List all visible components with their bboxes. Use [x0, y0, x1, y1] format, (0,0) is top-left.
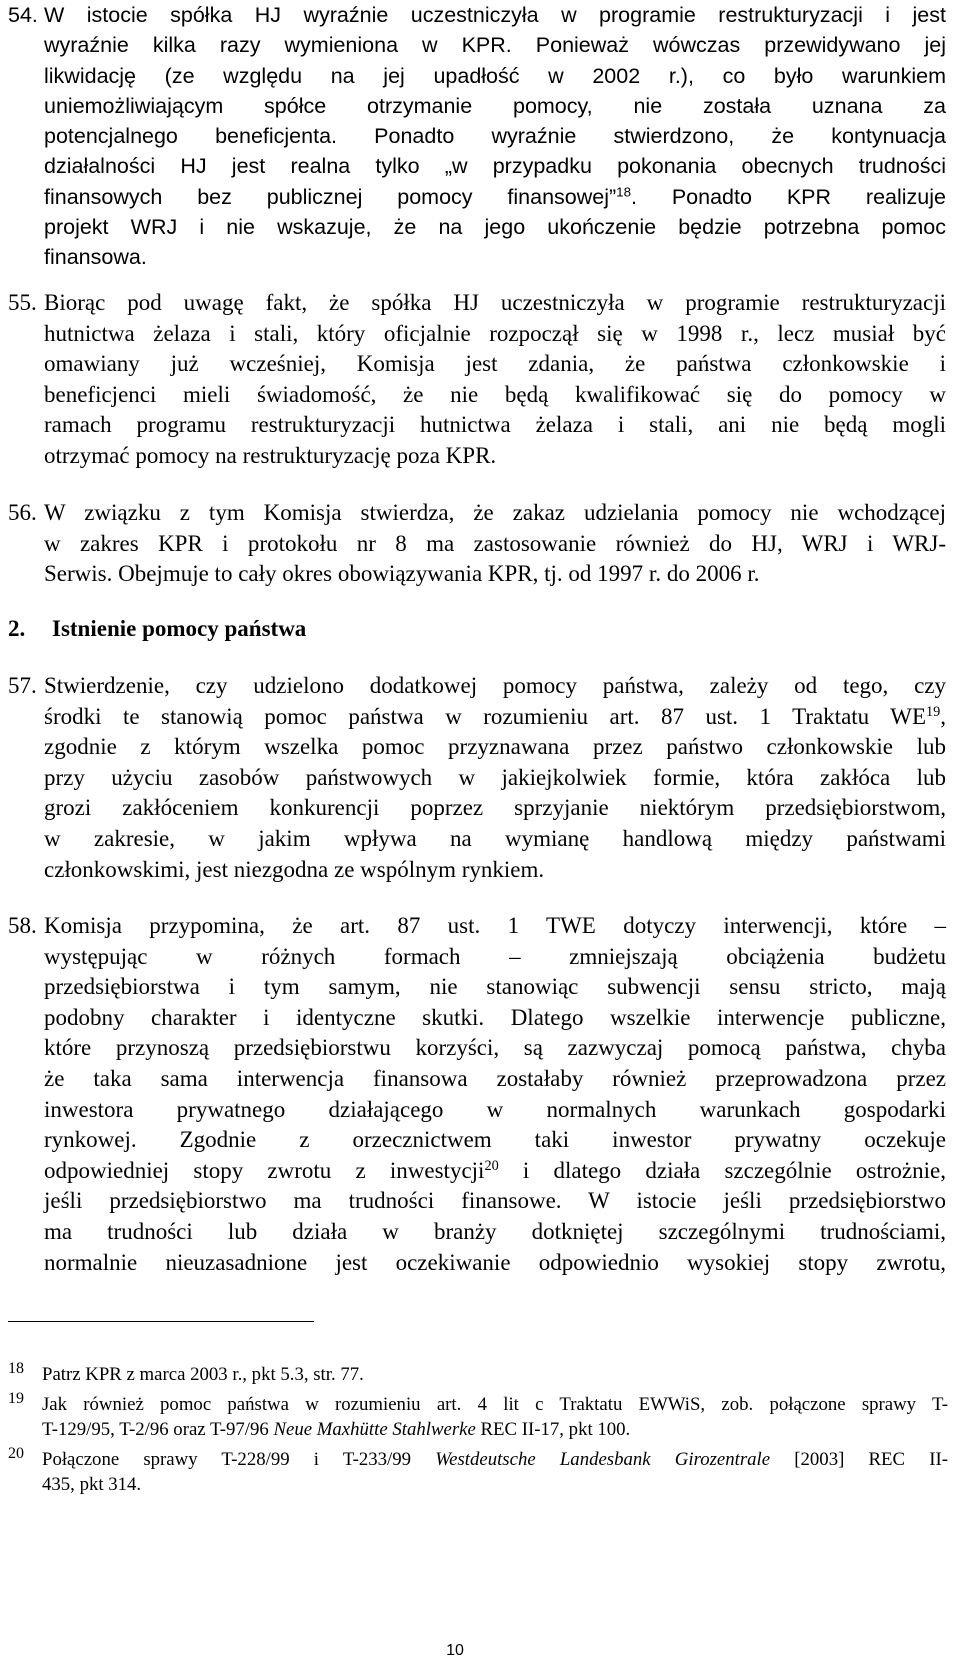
text-line: potencjalnego beneficjenta. Ponadto wyraźnie stwierdzono, że kontynuacja	[44, 124, 946, 149]
paragraph-text	[44, 911, 946, 1278]
text-line: jeśli przedsiębiorstwo ma trudności finansowe. W istocie jeśli przedsiębiorstwo	[44, 1188, 946, 1214]
text-segment: [2003] REC II-	[770, 1449, 948, 1470]
text-line: występując w różnych formach – zmniejszają obciążenia budżetu	[44, 943, 946, 969]
text-segment: ,	[940, 703, 946, 729]
footnote-separator	[8, 1321, 314, 1322]
paragraph-54	[8, 0, 946, 273]
text-line: wyraźnie kilka razy wymieniona w KPR. Ponieważ wówczas przewidywano jej	[44, 33, 946, 58]
footnote-18	[8, 1360, 948, 1388]
paragraph-number: 57.	[8, 673, 37, 698]
text-segment: REC II-17, pkt 100.	[475, 1418, 631, 1440]
case-name: Neue Maxhütte Stahlwerke	[273, 1418, 476, 1440]
text-line: omawiany już wcześniej, Komisja jest zdania, że państwa członkowskie i	[44, 351, 946, 377]
text-line: inwestora prywatnego działającego w normalnych warunkach gospodarki	[44, 1096, 946, 1122]
text-line: rynkowej. Zgodnie z orzecznictwem taki inwestor prywatny oczekuje	[44, 1127, 946, 1153]
text-segment: Połączone sprawy T-228/99 i T-233/99	[42, 1449, 436, 1470]
text-line: Biorąc pod uwagę fakt, że spółka HJ uczestniczyła w programie restrukturyzacji	[44, 290, 946, 315]
text-line: projekt WRJ i nie wskazuje, że na jego ukończenie będzie potrzebna pomoc	[44, 215, 946, 240]
text-line	[44, 182, 946, 212]
text-segment: T-129/95, T-2/96 oraz T-97/96	[42, 1418, 274, 1440]
text-line: 435, pkt 314.	[42, 1473, 142, 1495]
paragraph-57	[8, 671, 946, 885]
section-number: 2.	[8, 616, 26, 641]
paragraph-number: 58.	[8, 913, 37, 938]
text-line: Serwis. Obejmuje to cały okres obowiązywania KPR, tj. od 1997 r. do 2006 r.	[44, 561, 760, 587]
text-line: że taka sama interwencja finansowa zostałaby również przeprowadzona przez	[44, 1065, 946, 1091]
text-segment: odpowiedniej stopy zwrotu z inwestycji	[44, 1157, 485, 1183]
footnote-ref-20[interactable]: 20	[484, 1157, 499, 1174]
paragraph-55	[8, 288, 946, 472]
footnote-text	[42, 1393, 948, 1442]
text-line: hutnictwa żelaza i stali, który oficjalnie rozpoczął się w 1998 r., lecz musiał być	[44, 320, 946, 346]
case-name: Westdeutsche Landesbank Girozentrale	[435, 1449, 771, 1470]
paragraph-number: 56.	[8, 500, 37, 525]
text-segment: . Ponadto KPR realizuje	[630, 184, 946, 209]
text-line: podobny charakter i identyczne skutki. Dlatego wszelkie interwencje publiczne,	[44, 1004, 946, 1030]
footnote-text	[42, 1448, 948, 1497]
text-segment: środki te stanowią pomoc państwa w rozumieniu art. 87 ust. 1 Traktatu WE	[44, 703, 926, 729]
text-line: Jak również pomoc państwa w rozumieniu art. 4 lit c Traktatu EWWiS, zob. połączone sprawy T-	[42, 1394, 948, 1415]
paragraph-text	[44, 671, 946, 885]
text-segment: i dlatego działa szczególnie ostrożnie,	[498, 1157, 946, 1183]
footnote-ref-18[interactable]: 18	[616, 184, 631, 200]
paragraph-number: 55.	[8, 290, 37, 315]
text-line: które przynoszą przedsiębiorstwu korzyści, są zazwyczaj pomocą państwa, chyba	[44, 1035, 946, 1061]
paragraph-number: 54.	[8, 3, 38, 27]
text-line: grozi zakłóceniem konkurencji poprzez sprzyjanie niektórym przedsiębiorstwom,	[44, 795, 946, 821]
text-line: członkowskimi, jest niezgodna ze wspólnym rynkiem.	[44, 856, 545, 882]
text-line: otrzymać pomocy na restrukturyzację poza KPR.	[44, 442, 497, 468]
paragraph-text	[44, 288, 946, 472]
footnote-ref-19[interactable]: 19	[926, 703, 941, 720]
text-line: uniemożliwiającym spółce otrzymanie pomocy, nie została uznana za	[44, 93, 946, 118]
footnote-19	[8, 1390, 948, 1442]
text-segment: finansowych bez publicznej pomocy finansowej”	[44, 184, 617, 209]
text-line: finansowa.	[44, 245, 147, 270]
text-line: zgodnie z którym wszelka pomoc przyznawana przez państwo członkowskie lub	[44, 734, 946, 760]
text-line	[44, 702, 946, 733]
text-line	[44, 1156, 946, 1187]
text-line: beneficjenci mieli świadomość, że nie będą kwalifikować się do pomocy w	[44, 381, 946, 407]
text-line: w zakresie, w jakim wpływa na wymianę handlową między państwami	[44, 825, 946, 851]
text-line	[42, 1448, 948, 1473]
text-line: W związku z tym Komisja stwierdza, że zakaz udzielania pomocy nie wchodzącej	[44, 500, 946, 525]
text-line: likwidację (ze względu na jej upadłość w 2002 r.), co było warunkiem	[44, 63, 946, 88]
paragraph-text	[44, 0, 946, 273]
section-title: Istnienie pomocy państwa	[52, 616, 307, 641]
footnote-text	[42, 1363, 948, 1388]
text-line: przy użyciu zasobów państwowych w jakiejkolwiek formie, która zakłóca lub	[44, 764, 946, 790]
text-line	[42, 1418, 948, 1443]
footnote-20	[8, 1445, 948, 1497]
paragraph-text	[44, 498, 946, 590]
footnote-number: 18	[8, 1360, 24, 1377]
footnote-number: 20	[8, 1445, 24, 1462]
text-line: normalnie nieuzasadnione jest oczekiwanie odpowiednio wysokiej stopy zwrotu,	[44, 1249, 946, 1275]
paragraph-56	[8, 498, 946, 590]
paragraph-58	[8, 911, 946, 1278]
text-line: Stwierdzenie, czy udzielono dodatkowej pomocy państwa, zależy od tego, czy	[44, 673, 946, 698]
text-line: W istocie spółka HJ wyraźnie uczestniczyła w programie restrukturyzacji i jest	[44, 3, 946, 27]
text-line: działalności HJ jest realna tylko „w przypadku pokonania obecnych trudności	[44, 154, 946, 179]
footnote-number: 19	[8, 1390, 24, 1407]
text-line: ramach programu restrukturyzacji hutnictwa żelaza i stali, ani nie będą mogli	[44, 412, 946, 438]
text-line: Patrz KPR z marca 2003 r., pkt 5.3, str. 77.	[42, 1364, 364, 1385]
text-line: przedsiębiorstwa i tym samym, nie stanowiąc subwencji sensu stricto, mają	[44, 974, 946, 1000]
text-line: Komisja przypomina, że art. 87 ust. 1 TWE dotyczy interwencji, które –	[44, 913, 946, 938]
text-line: ma trudności lub działa w branży dotkniętej szczególnymi trudnościami,	[44, 1218, 946, 1244]
text-line: w zakres KPR i protokołu nr 8 ma zastosowanie również do HJ, WRJ i WRJ-	[44, 530, 946, 556]
page-number: 10	[446, 1642, 464, 1659]
